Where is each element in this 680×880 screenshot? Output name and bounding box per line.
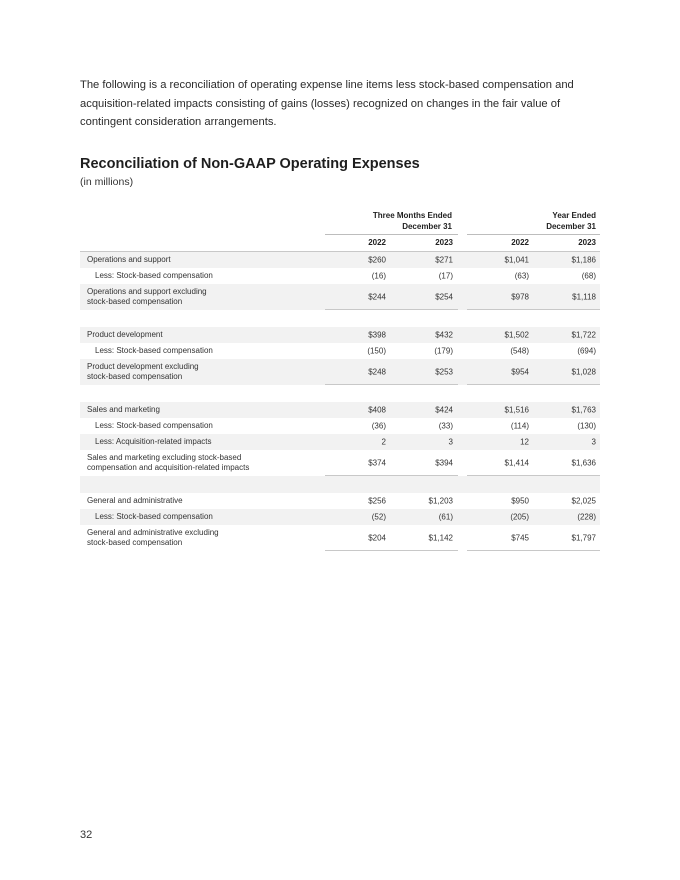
header-year-ended-line2: December 31 <box>546 222 596 231</box>
row-label <box>87 362 199 382</box>
row-label <box>87 287 207 307</box>
year-header: 2023 <box>578 238 596 247</box>
table-row <box>80 327 600 343</box>
cell-value: $978 <box>511 292 529 302</box>
row-label: Sales and marketing <box>87 405 160 414</box>
cell-value: $1,186 <box>571 255 596 265</box>
header-year-ended <box>467 210 596 232</box>
cell-value: (36) <box>371 421 386 431</box>
cell-value: $254 <box>435 292 453 302</box>
cell-value: (63) <box>514 271 529 281</box>
header-three-months-line1: Three Months Ended <box>372 211 452 220</box>
row-label <box>87 453 249 473</box>
cell-value: $1,041 <box>504 255 529 265</box>
row-label: General and administrative <box>87 496 183 505</box>
row-label-line2: stock-based compensation <box>87 372 183 381</box>
header-three-months-line2: December 31 <box>402 222 452 231</box>
cell-value: $432 <box>435 330 453 340</box>
cell-value: $253 <box>435 367 453 377</box>
cell-value: (694) <box>577 346 596 356</box>
table-row <box>80 343 600 359</box>
cell-value: $2,025 <box>571 496 596 506</box>
row-label-line2: compensation and acquisition-related impacts <box>87 463 250 472</box>
row-label: Less: Stock-based compensation <box>95 421 213 430</box>
cell-value: $1,763 <box>571 405 596 415</box>
year-header-row <box>80 238 600 251</box>
cell-value: $1,502 <box>504 330 529 340</box>
header-year-ended-line1: Year Ended <box>552 211 596 220</box>
cell-value: $260 <box>368 255 386 265</box>
cell-value: (61) <box>438 512 453 522</box>
row-label-line1: General and administrative excluding <box>87 528 219 537</box>
row-label-line2: stock-based compensation <box>87 538 183 547</box>
year-header: 2023 <box>435 238 453 247</box>
cell-value: $1,142 <box>428 533 453 543</box>
row-label: Less: Stock-based compensation <box>95 512 213 521</box>
cell-value: $1,636 <box>571 458 596 468</box>
row-label-line2: stock-based compensation <box>87 297 183 306</box>
cell-value: $954 <box>511 367 529 377</box>
cell-value: $394 <box>435 458 453 468</box>
year-header: 2022 <box>511 238 529 247</box>
table-row <box>80 493 600 509</box>
spacer-row <box>80 385 600 402</box>
cell-value: $1,797 <box>571 533 596 543</box>
cell-value: $1,414 <box>504 458 529 468</box>
table-row <box>80 418 600 434</box>
row-label: Less: Acquisition-related impacts <box>95 437 212 446</box>
cell-value: 2 <box>381 437 386 447</box>
cell-value: $424 <box>435 405 453 415</box>
cell-value: $271 <box>435 255 453 265</box>
cell-value: (68) <box>581 271 596 281</box>
cell-value: 12 <box>520 437 529 447</box>
cell-value: (130) <box>577 421 596 431</box>
cell-value: $256 <box>368 496 386 506</box>
cell-value: $374 <box>368 458 386 468</box>
cell-value: $1,516 <box>504 405 529 415</box>
row-label-line1: Product development excluding <box>87 362 199 371</box>
cell-value: $1,722 <box>571 330 596 340</box>
cell-value: $1,028 <box>571 367 596 377</box>
spacer-row <box>80 310 600 327</box>
cell-value: $1,203 <box>428 496 453 506</box>
header-rule <box>467 234 600 235</box>
section-subtitle: (in millions) <box>80 176 134 188</box>
cell-value: $398 <box>368 330 386 340</box>
intro-paragraph: The following is a reconciliation of operating expense line items less stock-based compensation and acquisition-related impacts consisting of gains (losses) recognized on changes in the fair value of contingent consideration arrangements. <box>80 79 574 128</box>
row-label: Product development <box>87 330 163 339</box>
subtotal-rule <box>325 550 458 551</box>
cell-value: (52) <box>371 512 386 522</box>
row-label-line1: Operations and support excluding <box>87 287 207 296</box>
table-row <box>80 252 600 268</box>
cell-value: $1,118 <box>572 292 596 302</box>
cell-value: $244 <box>368 292 386 302</box>
header-three-months <box>323 210 452 232</box>
cell-value: $745 <box>511 533 529 543</box>
cell-value: (228) <box>577 512 596 522</box>
cell-value: (179) <box>434 346 453 356</box>
table-row-subtotal <box>80 525 600 551</box>
table-row <box>80 402 600 418</box>
row-label: Operations and support <box>87 255 171 264</box>
cell-value: (114) <box>510 421 529 431</box>
section-title: Reconciliation of Non-GAAP Operating Expenses <box>80 156 420 172</box>
cell-value: $408 <box>368 405 386 415</box>
cell-value: (205) <box>510 512 529 522</box>
table-row <box>80 268 600 284</box>
table-row <box>80 434 600 450</box>
subtotal-rule <box>467 550 600 551</box>
table-row-subtotal <box>80 284 600 310</box>
cell-value: $950 <box>511 496 529 506</box>
cell-value: (150) <box>367 346 386 356</box>
cell-value: (16) <box>371 271 386 281</box>
cell-value: $248 <box>368 367 386 377</box>
cell-value: $204 <box>368 533 386 543</box>
table-row-subtotal <box>80 450 600 476</box>
header-rule <box>325 234 458 235</box>
table-body <box>80 252 600 551</box>
spacer-row <box>80 476 600 493</box>
cell-value: (17) <box>438 271 453 281</box>
table-row <box>80 509 600 525</box>
year-header: 2022 <box>368 238 386 247</box>
page-number: 32 <box>80 829 93 841</box>
cell-value: 3 <box>591 437 596 447</box>
cell-value: (33) <box>438 421 453 431</box>
table-row-subtotal <box>80 359 600 385</box>
row-label <box>87 528 219 548</box>
row-label-line1: Sales and marketing excluding stock-based <box>87 453 242 462</box>
cell-value: (548) <box>510 346 529 356</box>
row-label: Less: Stock-based compensation <box>95 271 213 280</box>
cell-value: 3 <box>448 437 453 447</box>
row-label: Less: Stock-based compensation <box>95 346 213 355</box>
